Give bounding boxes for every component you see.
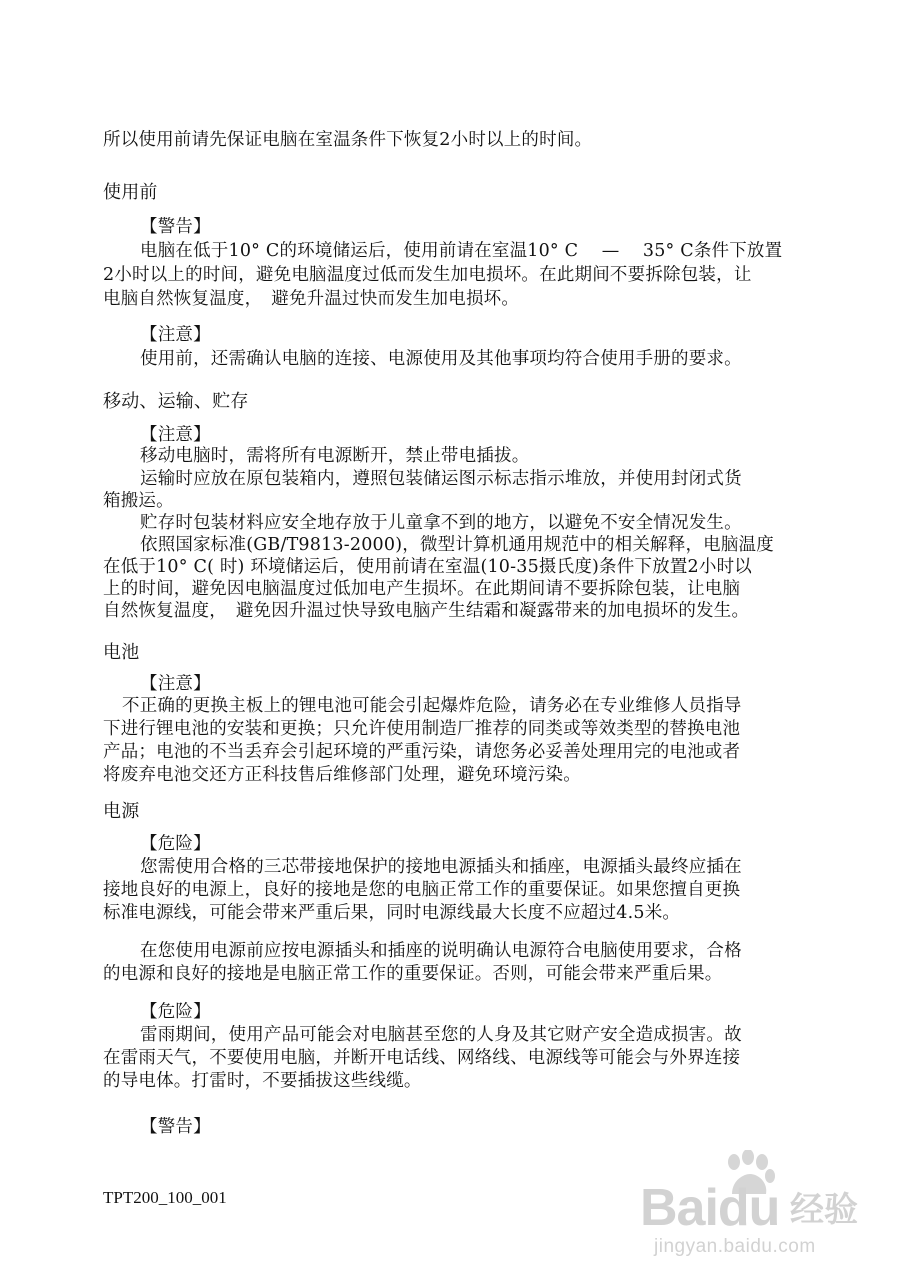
- paragraph-line: 在低于10° C( 时) 环境储运后，使用前请在室温(10-35摄氏度)条件下放置2小时以: [103, 557, 752, 577]
- paragraph-line: 电脑在低于10° C的环境储运后，使用前请在室温10° C — 35° C条件下放置: [140, 241, 783, 261]
- paragraph-line: 接地良好的电源上，良好的接地是您的电脑正常工作的重要保证。如果您擅自更换: [103, 880, 741, 900]
- paragraph-line: 将废弃电池交还方正科技售后维修部门处理，避免环境污染。: [103, 765, 581, 785]
- warning-label: 【警告】: [140, 1117, 211, 1137]
- paragraph-line: 2小时以上的时间，避免电脑温度过低而发生加电损坏。在此期间不要拆除包装，让: [103, 265, 752, 285]
- paragraph-line: 箱搬运。: [103, 491, 174, 511]
- watermark-url: jingyan.baidu.com: [654, 1236, 816, 1257]
- watermark-jingyan: 经验: [790, 1191, 858, 1229]
- paragraph-line: 不正确的更换主板上的锂电池可能会引起爆炸危险，请务必在专业维修人员指导: [122, 696, 742, 716]
- paragraph-line: 在您使用电源前应按电源插头和插座的说明确认电源符合电脑使用要求，合格: [140, 941, 742, 961]
- watermark-brand: Baidu: [640, 1179, 780, 1237]
- paragraph-line: 移动电脑时，需将所有电源断开，禁止带电插拔。: [140, 446, 530, 466]
- section-heading-power: 电源: [103, 801, 140, 822]
- warning-label: 【警告】: [140, 217, 211, 237]
- baidu-jingyan-watermark: [640, 1150, 870, 1260]
- paragraph-line: 您需使用合格的三芯带接地保护的接地电源插头和插座，电源插头最终应插在: [140, 857, 742, 877]
- paragraph-line: 电脑自然恢复温度， 避免升温过快而发生加电损坏。: [103, 289, 520, 309]
- paragraph-line: 的电源和良好的接地是电脑正常工作的重要保证。否则，可能会带来严重后果。: [103, 964, 723, 984]
- paragraph-line: 自然恢复温度， 避免因升温过快导致电脑产生结霜和凝露带来的加电损坏的发生。: [103, 601, 750, 621]
- danger-label: 【危险】: [140, 834, 211, 854]
- danger-label: 【危险】: [140, 1002, 211, 1022]
- paragraph-line: 所以使用前请先保证电脑在室温条件下恢复2小时以上的时间。: [103, 130, 593, 150]
- page-footer-code: TPT200_100_001: [103, 1188, 227, 1207]
- paragraph-line: 标准电源线，可能会带来严重后果，同时电源线最大长度不应超过4.5米。: [103, 903, 681, 923]
- section-heading-battery: 电池: [103, 642, 140, 663]
- paragraph-line: 产品；电池的不当丢弃会引起环境的严重污染，请您务必妥善处理用完的电池或者: [103, 742, 741, 762]
- section-heading-transport: 移动、运输、贮存: [103, 391, 249, 412]
- notice-label: 【注意】: [140, 674, 211, 694]
- notice-label: 【注意】: [140, 325, 211, 345]
- notice-label: 【注意】: [140, 425, 211, 445]
- section-heading-before-use: 使用前: [103, 182, 158, 203]
- paragraph-line: 依照国家标准(GB/T9813-2000)，微型计算机通用规范中的相关解释，电脑温度: [140, 535, 774, 555]
- paragraph-line: 的导电体。打雷时，不要插拔这些线缆。: [103, 1071, 422, 1091]
- paragraph-line: 在雷雨天气，不要使用电脑，并断开电话线、网络线、电源线等可能会与外界连接: [103, 1048, 741, 1068]
- paragraph-line: 雷雨期间，使用产品可能会对电脑甚至您的人身及其它财产安全造成损害。故: [140, 1025, 742, 1045]
- paragraph-line: 使用前，还需确认电脑的连接、电源使用及其他事项均符合使用手册的要求。: [140, 349, 742, 369]
- paragraph-line: 上的时间，避免因电脑温度过低加电产生损坏。在此期间请不要拆除包装，让电脑: [103, 579, 741, 599]
- paragraph-line: 运输时应放在原包装箱内，遵照包装储运图示标志指示堆放，并使用封闭式货: [140, 469, 742, 489]
- paragraph-line: 贮存时包装材料应安全地存放于儿童拿不到的地方，以避免不安全情况发生。: [140, 513, 742, 533]
- paragraph-line: 下进行锂电池的安装和更换；只允许使用制造厂推荐的同类或等效类型的替换电池: [103, 719, 741, 739]
